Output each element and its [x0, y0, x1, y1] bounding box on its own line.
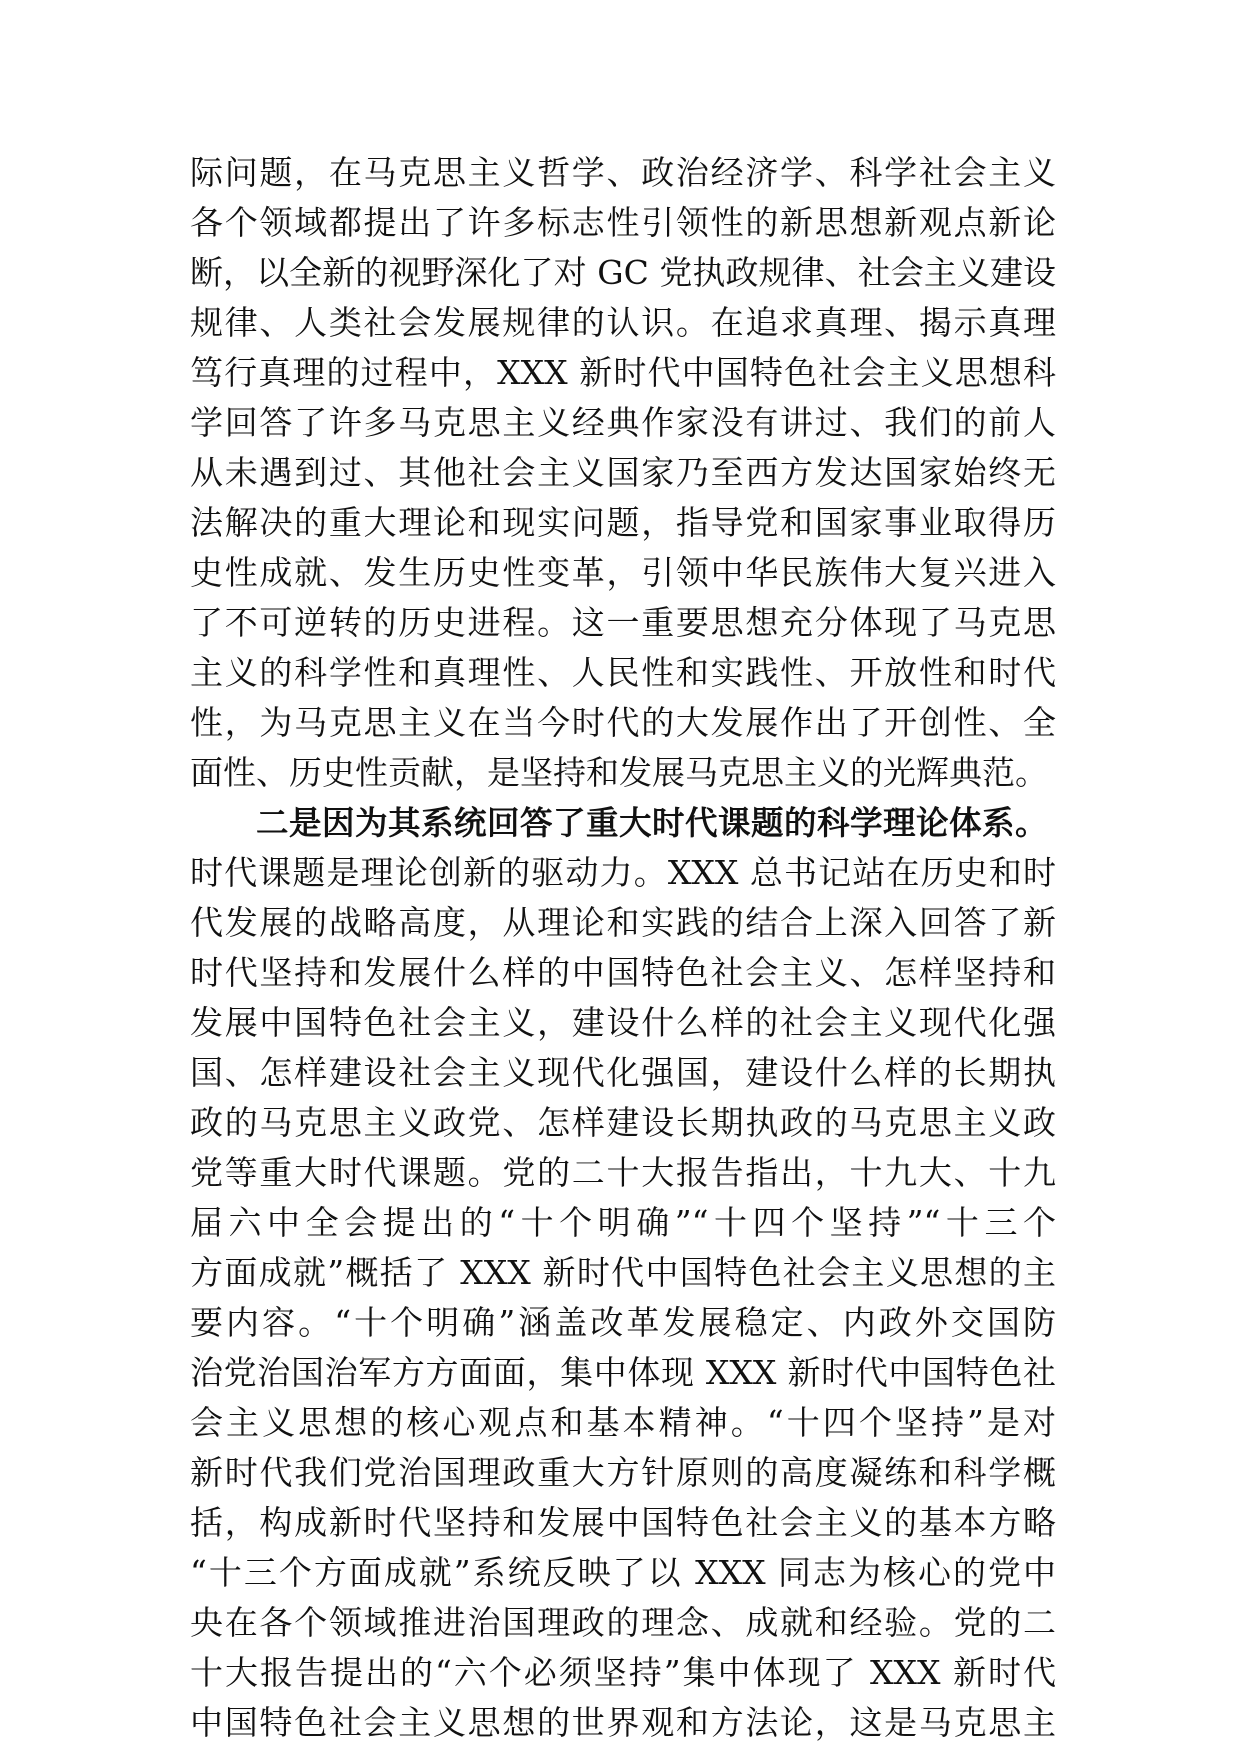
- text-line-32: 中国特色社会主义思想的世界观和方法论，这是马克思主: [190, 1703, 1056, 1742]
- text-line-2: 各个领域都提出了许多标志性引领性的新思想新观点新论: [190, 203, 1056, 242]
- text-line-27: 新时代我们党治国理政重大方针原则的高度凝练和科学概: [190, 1453, 1056, 1492]
- text-line-13: 面性、历史性贡献，是坚持和发展马克思主义的光辉典范。: [190, 753, 1048, 792]
- text-line-8: 法解决的重大理论和现实问题，指导党和国家事业取得历: [190, 503, 1056, 542]
- text-line-1: 际问题，在马克思主义哲学、政治经济学、科学社会主义: [190, 153, 1056, 192]
- text-line-31: 十大报告提出的“六个必须坚持”集中体现了 XXX 新时代: [190, 1653, 1056, 1692]
- text-line-19: 国、怎样建设社会主义现代化强国，建设什么样的长期执: [190, 1053, 1056, 1092]
- text-line-7: 从未遇到过、其他社会主义国家乃至西方发达国家始终无: [190, 453, 1056, 492]
- text-line-29: “十三个方面成就”系统反映了以 XXX 同志为核心的党中: [190, 1553, 1056, 1592]
- text-line-9: 史性成就、发生历史性变革，引领中华民族伟大复兴进入: [190, 553, 1056, 592]
- text-line-22: 届六中全会提出的“十个明确”“十四个坚持”“十三个: [190, 1203, 1056, 1242]
- text-line-23: 方面成就”概括了 XXX 新时代中国特色社会主义思想的主: [190, 1253, 1056, 1292]
- text-line-24: 要内容。“十个明确”涵盖改革发展稳定、内政外交国防: [190, 1303, 1056, 1342]
- text-line-3: 断，以全新的视野深化了对 GC 党执政规律、社会主义建设: [190, 253, 1056, 292]
- text-line-16: 代发展的战略高度，从理论和实践的结合上深入回答了新: [190, 903, 1056, 942]
- text-line-6: 学回答了许多马克思主义经典作家没有讲过、我们的前人: [190, 403, 1056, 442]
- body-text: [190, 148, 1056, 1748]
- text-line-10: 了不可逆转的历史进程。这一重要思想充分体现了马克思: [190, 603, 1056, 642]
- text-line-17: 时代坚持和发展什么样的中国特色社会主义、怎样坚持和: [190, 953, 1056, 992]
- text-line-5: 笃行真理的过程中，XXX 新时代中国特色社会主义思想科: [190, 353, 1056, 392]
- text-line-4: 规律、人类社会发展规律的认识。在追求真理、揭示真理: [190, 303, 1056, 342]
- text-line-30: 央在各个领域推进治国理政的理念、成就和经验。党的二: [190, 1603, 1056, 1642]
- text-line-15: 时代课题是理论创新的驱动力。XXX 总书记站在历史和时: [190, 853, 1056, 892]
- text-line-11: 主义的科学性和真理性、人民性和实践性、开放性和时代: [190, 653, 1056, 692]
- text-line-28: 括，构成新时代坚持和发展中国特色社会主义的基本方略: [190, 1503, 1056, 1542]
- text-line-18: 发展中国特色社会主义，建设什么样的社会主义现代化强: [190, 1003, 1056, 1042]
- text-line-12: 性，为马克思主义在当今时代的大发展作出了开创性、全: [190, 703, 1056, 742]
- text-line-20: 政的马克思主义政党、怎样建设长期执政的马克思主义政: [190, 1103, 1056, 1142]
- text-line-21: 党等重大时代课题。党的二十大报告指出，十九大、十九: [190, 1153, 1056, 1192]
- text-line-26: 会主义思想的核心观点和基本精神。“十四个坚持”是对: [190, 1403, 1056, 1442]
- section-heading: 二是因为其系统回答了重大时代课题的科学理论体系。: [256, 803, 1049, 842]
- text-line-25: 治党治国治军方方面面，集中体现 XXX 新时代中国特色社: [190, 1353, 1056, 1392]
